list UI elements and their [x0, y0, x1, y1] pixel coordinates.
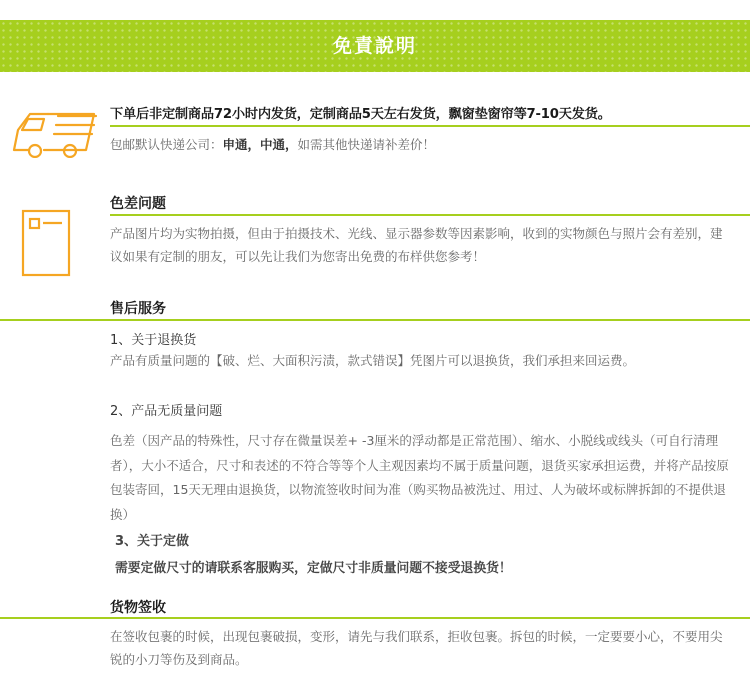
color-diff-title: 色差问题 — [110, 196, 166, 212]
receipt-body: 在签收包裹的时候，出现包裹破损，变形，请先与我们联系，拒收包裹。拆包的时候，一定要要小心，不要用尖锐的小刀等伤及到商品。 — [110, 629, 723, 667]
disclaimer-banner — [0, 20, 750, 72]
after-sales-item1-title: 1、关于退换货 — [110, 333, 197, 348]
shipping-divider — [110, 125, 750, 127]
after-sales-title: 售后服务 — [110, 301, 166, 317]
after-sales-item2-body: 色差（因产品的特殊性，尺寸存在微量误差+ -3厘米的浮动都是正常范围）、缩水、小脱线或线头（可自行清理者），大小不适合，尺寸和表述的不符合等等个人主观因素均不属于质量问题，退货买家承担运费，并将产品按原包装寄回，15天无理由退换货，以物流签收时间为准（购买物品被洗过、用过、人为破坏或标牌拆卸的不提供退换） — [110, 433, 729, 522]
after-sales-item2-title: 2、产品无质量问题 — [110, 404, 223, 419]
receipt-divider — [0, 617, 750, 619]
after-sales-item1-body: 产品有质量问题的【破、烂、大面积污渍，款式错误】凭图片可以退换货，我们承担来回运费。 — [110, 353, 636, 368]
courier-info — [110, 135, 435, 153]
color-diff-body: 产品图片均为实物拍摄，但由于拍摄技术、光线、显示器参数等因素影响，收到的实物颜色与照片会有差别，建议如果有定制的朋友，可以先让我们为您寄出免费的布样供您参考！ — [110, 226, 723, 264]
delivery-truck-icon — [8, 108, 100, 158]
after-sales-item3-body: 需要定做尺寸的请联系客服购买，定做尺寸非质量问题不接受退换货！ — [115, 561, 512, 576]
courier-suffix: 如需其他快递请补差价！ — [297, 137, 436, 152]
document-icon — [20, 208, 72, 278]
receipt-title: 货物签收 — [110, 600, 166, 616]
after-sales-item3-title: 3、关于定做 — [115, 534, 190, 549]
courier-primary: 申通，中通， — [222, 137, 298, 152]
banner-title: 免責說明 — [332, 35, 417, 57]
after-sales-divider — [0, 319, 750, 321]
color-diff-divider — [110, 214, 750, 216]
courier-prefix: 包邮默认快递公司： — [110, 137, 223, 152]
shipping-headline: 下单后非定制商品72小时内发货，定制商品5天左右发货，飘窗垫窗帘等7-10天发货。 — [110, 107, 611, 122]
